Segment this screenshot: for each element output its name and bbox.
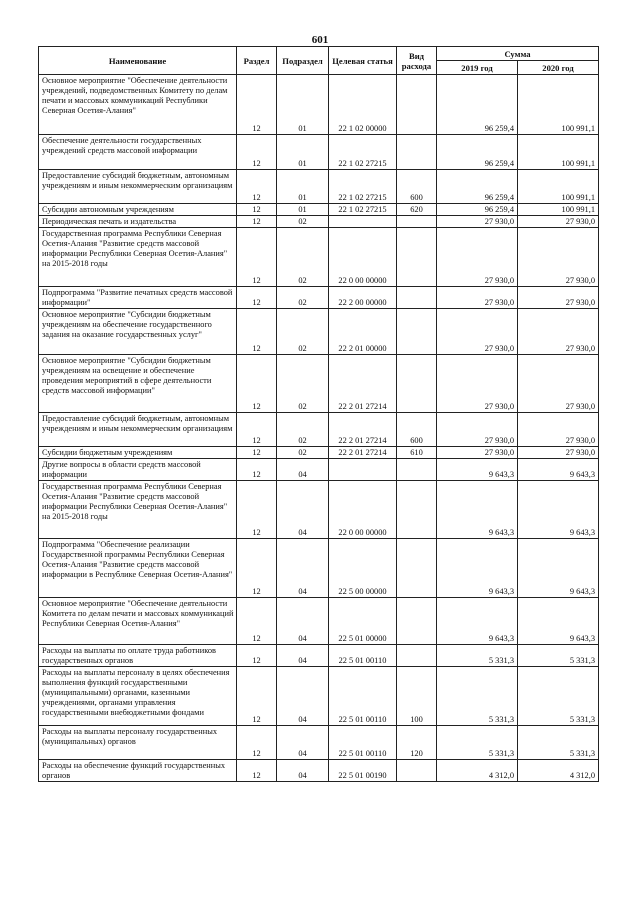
cell-section: 12: [237, 598, 277, 645]
cell-name: Субсидии бюджетным учреждениям: [39, 447, 237, 459]
cell-y2019: 9 643,3: [437, 481, 518, 539]
cell-type: 120: [397, 726, 437, 760]
cell-y2020: 9 643,3: [518, 481, 599, 539]
cell-name: Подпрограмма "Развитие печатных средств массовой информации": [39, 287, 237, 309]
header-target: Целевая статья: [329, 47, 397, 75]
cell-y2019: 96 259,4: [437, 170, 518, 204]
cell-section: 12: [237, 760, 277, 782]
table-row: [39, 413, 599, 447]
cell-section: 12: [237, 135, 277, 170]
cell-type: [397, 645, 437, 667]
cell-target: 22 1 02 27215: [329, 170, 397, 204]
cell-y2020: 27 930,0: [518, 287, 599, 309]
cell-target: 22 0 00 00000: [329, 228, 397, 287]
cell-subsection: 04: [277, 667, 329, 726]
cell-name: Основное мероприятие "Обеспечение деятельности учреждений, подведомственных Комитету по делам печати и массовых коммуникаций Республики Северная Осетия-Алания": [39, 75, 237, 135]
cell-y2019: 9 643,3: [437, 598, 518, 645]
cell-section: 12: [237, 75, 277, 135]
table-row: [39, 481, 599, 539]
header-sum: Сумма: [437, 47, 599, 61]
cell-y2020: 100 991,1: [518, 135, 599, 170]
cell-name: Расходы на выплаты по оплате труда работников государственных органов: [39, 645, 237, 667]
cell-target: 22 0 00 00000: [329, 481, 397, 539]
cell-section: 12: [237, 413, 277, 447]
cell-type: [397, 135, 437, 170]
cell-target: 22 1 02 27215: [329, 204, 397, 216]
cell-name: Расходы на выплаты персоналу в целях обеспечения выполнения функций государственными (муниципальными) органами, казенными учреждениями, органами управления государственными внебюджетными фондами: [39, 667, 237, 726]
cell-y2019: 27 930,0: [437, 216, 518, 228]
cell-section: 12: [237, 481, 277, 539]
cell-type: [397, 539, 437, 598]
cell-y2020: 27 930,0: [518, 447, 599, 459]
cell-subsection: 04: [277, 760, 329, 782]
cell-type: [397, 459, 437, 481]
cell-subsection: 02: [277, 228, 329, 287]
table-row: [39, 204, 599, 216]
cell-target: 22 2 00 00000: [329, 287, 397, 309]
cell-section: 12: [237, 287, 277, 309]
cell-section: 12: [237, 726, 277, 760]
cell-target: 22 5 01 00110: [329, 726, 397, 760]
table-row: [39, 726, 599, 760]
cell-target: 22 5 01 00110: [329, 667, 397, 726]
cell-type: 600: [397, 413, 437, 447]
cell-name: Государственная программа Республики Северная Осетия-Алания "Развитие средств массовой информации Республики Северная Осетия-Алания" на 2015-2018 годы: [39, 481, 237, 539]
cell-y2019: 5 331,3: [437, 645, 518, 667]
cell-y2020: 27 930,0: [518, 216, 599, 228]
cell-type: [397, 75, 437, 135]
cell-target: 22 5 01 00110: [329, 645, 397, 667]
cell-y2019: 27 930,0: [437, 309, 518, 355]
cell-name: Государственная программа Республики Северная Осетия-Алания "Развитие средств массовой информации Республики Северная Осетия-Алания" на 2015-2018 годы: [39, 228, 237, 287]
cell-y2019: 27 930,0: [437, 355, 518, 413]
cell-target: 22 1 02 00000: [329, 75, 397, 135]
table-row: [39, 539, 599, 598]
cell-target: 22 2 01 27214: [329, 355, 397, 413]
table-row: [39, 216, 599, 228]
cell-y2019: 4 312,0: [437, 760, 518, 782]
header-expense-type: Вид расхода: [397, 47, 437, 75]
table-row: [39, 287, 599, 309]
cell-subsection: 04: [277, 645, 329, 667]
cell-type: [397, 216, 437, 228]
cell-target: 22 2 01 27214: [329, 447, 397, 459]
cell-section: 12: [237, 355, 277, 413]
cell-y2020: 27 930,0: [518, 355, 599, 413]
header-2019: 2019 год: [437, 61, 518, 75]
header-2020: 2020 год: [518, 61, 599, 75]
cell-y2020: 5 331,3: [518, 667, 599, 726]
cell-y2020: 27 930,0: [518, 228, 599, 287]
cell-subsection: 01: [277, 170, 329, 204]
cell-type: [397, 481, 437, 539]
table-row: [39, 170, 599, 204]
cell-subsection: 01: [277, 204, 329, 216]
cell-y2020: 4 312,0: [518, 760, 599, 782]
table-row: [39, 228, 599, 287]
cell-y2019: 27 930,0: [437, 287, 518, 309]
cell-target: 22 2 01 27214: [329, 413, 397, 447]
cell-target: 22 5 01 00000: [329, 598, 397, 645]
cell-subsection: 01: [277, 75, 329, 135]
cell-y2019: 96 259,4: [437, 75, 518, 135]
cell-y2020: 100 991,1: [518, 204, 599, 216]
cell-subsection: 02: [277, 447, 329, 459]
cell-y2020: 27 930,0: [518, 413, 599, 447]
cell-section: 12: [237, 170, 277, 204]
cell-type: 600: [397, 170, 437, 204]
table-body: [39, 75, 599, 782]
cell-name: Другие вопросы в области средств массовой информации: [39, 459, 237, 481]
cell-y2020: 27 930,0: [518, 309, 599, 355]
cell-type: 610: [397, 447, 437, 459]
cell-subsection: 02: [277, 309, 329, 355]
cell-section: 12: [237, 309, 277, 355]
header-name: Наименование: [39, 47, 237, 75]
table-row: [39, 447, 599, 459]
cell-y2020: 5 331,3: [518, 726, 599, 760]
cell-name: Расходы на выплаты персоналу государственных (муниципальных) органов: [39, 726, 237, 760]
cell-type: [397, 228, 437, 287]
cell-section: 12: [237, 667, 277, 726]
cell-name: Предоставление субсидий бюджетным, автономным учреждениям и иным некоммерческим организациям: [39, 170, 237, 204]
cell-y2019: 9 643,3: [437, 539, 518, 598]
header-subsection: Подраздел: [277, 47, 329, 75]
cell-y2019: 27 930,0: [437, 228, 518, 287]
cell-y2020: 9 643,3: [518, 539, 599, 598]
table-row: [39, 135, 599, 170]
cell-type: [397, 309, 437, 355]
cell-name: Основное мероприятие "Субсидии бюджетным учреждениям на освещение и обеспечение проведения мероприятий в сфере деятельности средств массовой информации": [39, 355, 237, 413]
cell-target: 22 5 00 00000: [329, 539, 397, 598]
cell-subsection: 04: [277, 459, 329, 481]
cell-y2020: 9 643,3: [518, 459, 599, 481]
table-row: [39, 75, 599, 135]
cell-y2019: 27 930,0: [437, 447, 518, 459]
cell-type: [397, 598, 437, 645]
cell-target: 22 1 02 27215: [329, 135, 397, 170]
cell-type: [397, 760, 437, 782]
cell-name: Обеспечение деятельности государственных учреждений средств массовой информации: [39, 135, 237, 170]
cell-name: Расходы на обеспечение функций государственных органов: [39, 760, 237, 782]
cell-name: Основное мероприятие "Обеспечение деятельности Комитета по делам печати и массовых коммуникаций Республики Северная Осетия-Алания": [39, 598, 237, 645]
cell-type: 620: [397, 204, 437, 216]
cell-section: 12: [237, 459, 277, 481]
cell-subsection: 02: [277, 413, 329, 447]
cell-section: 12: [237, 539, 277, 598]
cell-type: [397, 287, 437, 309]
table-row: [39, 355, 599, 413]
cell-y2019: 27 930,0: [437, 413, 518, 447]
cell-y2020: 100 991,1: [518, 170, 599, 204]
table-row: [39, 459, 599, 481]
cell-subsection: 02: [277, 355, 329, 413]
budget-table: [38, 46, 599, 782]
table-row: [39, 667, 599, 726]
cell-y2019: 96 259,4: [437, 204, 518, 216]
table-row: [39, 309, 599, 355]
cell-section: 12: [237, 447, 277, 459]
cell-section: 12: [237, 645, 277, 667]
page-number: 601: [311, 34, 329, 46]
cell-target: 22 5 01 00190: [329, 760, 397, 782]
cell-name: Предоставление субсидий бюджетным, автономным учреждениям и иным некоммерческим организациям: [39, 413, 237, 447]
cell-y2019: 96 259,4: [437, 135, 518, 170]
cell-subsection: 04: [277, 726, 329, 760]
cell-y2020: 100 991,1: [518, 75, 599, 135]
cell-section: 12: [237, 204, 277, 216]
cell-y2020: 9 643,3: [518, 598, 599, 645]
cell-type: 100: [397, 667, 437, 726]
table-row: [39, 645, 599, 667]
table-row: [39, 598, 599, 645]
cell-y2019: 5 331,3: [437, 726, 518, 760]
cell-subsection: 04: [277, 598, 329, 645]
cell-section: 12: [237, 228, 277, 287]
table-row: [39, 760, 599, 782]
cell-subsection: 04: [277, 481, 329, 539]
cell-subsection: 02: [277, 216, 329, 228]
header-section: Раздел: [237, 47, 277, 75]
cell-target: [329, 459, 397, 481]
cell-subsection: 02: [277, 287, 329, 309]
cell-name: Субсидии автономным учреждениям: [39, 204, 237, 216]
cell-type: [397, 355, 437, 413]
cell-name: Подпрограмма "Обеспечение реализации Государственной программы Республики Северная Осетия-Алания "Развитие средств массовой информации в Республике Северная Осетия-Алания": [39, 539, 237, 598]
cell-name: Периодическая печать и издательства: [39, 216, 237, 228]
cell-y2020: 5 331,3: [518, 645, 599, 667]
cell-y2019: 9 643,3: [437, 459, 518, 481]
cell-subsection: 01: [277, 135, 329, 170]
cell-section: 12: [237, 216, 277, 228]
cell-target: [329, 216, 397, 228]
cell-name: Основное мероприятие "Субсидии бюджетным учреждениям на обеспечение государственного задания на оказание государственных услуг": [39, 309, 237, 355]
cell-target: 22 2 01 00000: [329, 309, 397, 355]
cell-subsection: 04: [277, 539, 329, 598]
cell-y2019: 5 331,3: [437, 667, 518, 726]
